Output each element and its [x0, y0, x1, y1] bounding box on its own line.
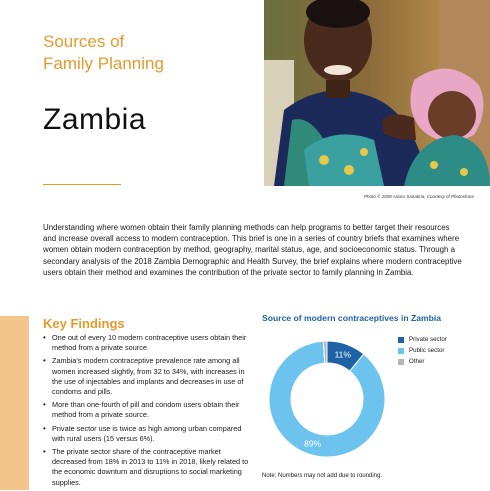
country-title: Zambia — [43, 103, 147, 136]
finding-text: The private sector share of the contraceptive market decreased from 18% in 2013 to 11% in 2018, likely related to the economic downturn and disruptions to social marketing supplies. — [52, 447, 249, 487]
report-subtitle — [43, 31, 164, 75]
chart-legend — [398, 336, 447, 369]
finding-text: Private sector use is twice as high among urban compared with rural users (15 versus 6%). — [52, 423, 242, 443]
chart-note: Note: Numbers may not add due to rounding. — [262, 473, 383, 479]
bullet-icon: • — [43, 356, 46, 366]
legend-item-private — [398, 336, 447, 343]
list-item — [43, 356, 255, 397]
legend-label: Public sector — [409, 347, 445, 354]
legend-label: Other — [409, 358, 425, 365]
donut-chart — [262, 334, 392, 464]
cover-photo — [264, 0, 490, 186]
list-item — [43, 424, 255, 444]
list-item — [43, 447, 255, 488]
key-findings-list — [43, 333, 255, 491]
list-item — [43, 400, 255, 420]
legend-item-public — [398, 347, 447, 354]
legend-swatch — [398, 337, 404, 343]
bullet-icon: • — [43, 333, 46, 342]
bullet-icon: • — [43, 447, 46, 457]
subtitle-line-2: Family Planning — [43, 54, 164, 73]
data-label-public-sector: 89% — [304, 438, 322, 449]
list-item — [43, 333, 255, 353]
finding-text: One out of every 10 modern contraceptive users obtain their method from a private source. — [52, 333, 247, 353]
key-findings-title: Key Findings — [43, 316, 125, 331]
legend-label: Private sector — [409, 336, 447, 343]
photo-credit: Photo © 2009 Arturo Sanabria, Courtesy of Photoshare — [364, 194, 474, 199]
finding-text: More than one-fourth of pill and condom users obtain their method from a private source. — [52, 400, 240, 420]
subtitle-line-1: Sources of — [43, 32, 125, 51]
side-accent-bar — [0, 316, 29, 490]
finding-text: Zambia's modern contraceptive prevalence rate among all women increased slightly, from 32 to 34%, with increases in the use of injectables and implants and decreases in use of condoms and pills. — [52, 356, 245, 397]
legend-swatch — [398, 359, 404, 365]
legend-item-other — [398, 358, 447, 365]
legend-swatch — [398, 348, 404, 354]
title-underline — [43, 184, 121, 185]
data-label-private-sector: 11% — [334, 349, 351, 360]
bullet-icon: • — [43, 400, 46, 410]
bullet-icon: • — [43, 423, 46, 433]
chart-title: Source of modern contraceptives in Zambia — [262, 313, 442, 323]
intro-paragraph: Understanding where women obtain their family planning methods can help programs to better target their resources and increase overall access to modern contraception. This brief is one in a series of country briefs that examines where women obtain modern contraception by method, geography, marital status, age, and socioeconomic status. Through a secondary analysis of the 2018 Zambia Demographic and Health Survey, the brief explains where modern contraceptive users obtain their method and examines the contribution of the private sector to family planning in Zambia. — [43, 223, 462, 277]
